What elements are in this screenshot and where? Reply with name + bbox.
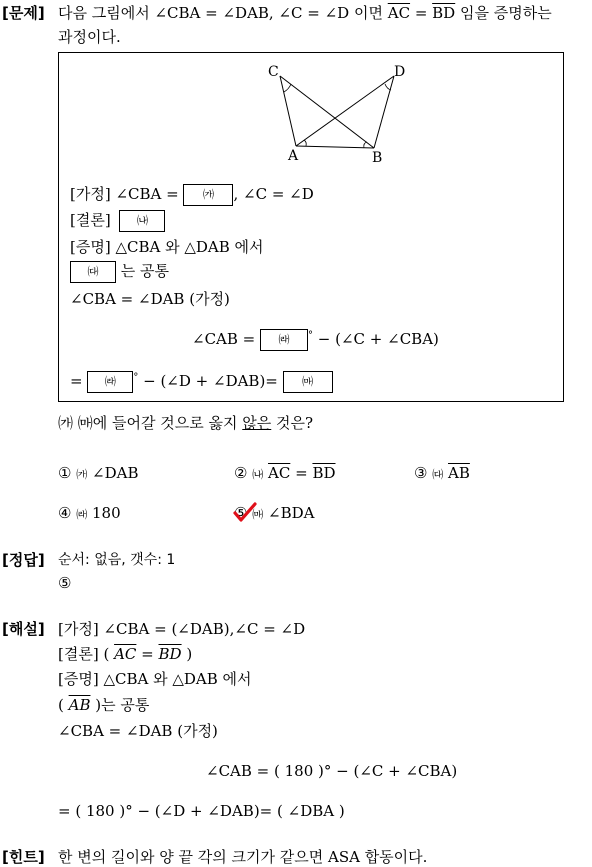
option-4[interactable] [58, 504, 121, 522]
angle-mark-a [304, 140, 306, 146]
answer-choice: ⑤ [58, 574, 72, 592]
option-mark: ㈏ [252, 468, 264, 481]
label-a: A [288, 148, 299, 164]
edge-ad [296, 76, 394, 146]
angle-equality-line: ∠CBA = ∠DAB (가정) [70, 290, 230, 308]
triangle-figure [260, 62, 420, 170]
label-c: C [268, 64, 279, 80]
option-text: ∠BDA [268, 504, 315, 522]
common-line [70, 260, 169, 283]
blank-box-da: ㈐ [70, 261, 116, 283]
question-line [58, 412, 313, 433]
label-d: D [394, 64, 406, 80]
option-1[interactable] [58, 464, 138, 482]
equality-chain [70, 371, 333, 393]
explanation-tag: [해설] [2, 620, 45, 638]
problem-text: 다음 그림에서 ∠CBA = ∠DAB, ∠C = ∠D 이면 [58, 4, 388, 22]
explanation-cab: ∠CAB = ( 180 )° − (∠C + ∠CBA) [206, 762, 458, 780]
equals-prefix: = [70, 372, 88, 390]
segment-ab: $\overline{AB}$ [68, 696, 91, 714]
explanation-assumption: [가정] ∠CBA = (∠DAB),∠C = ∠D [58, 620, 306, 638]
explanation-chain: = ( 180 )° − (∠D + ∠DAB)= ( ∠DBA ) [58, 802, 345, 820]
conclusion-line [70, 209, 165, 232]
question-emphasis: 않은 [242, 414, 272, 432]
option-number: ⑤ [234, 504, 248, 522]
equals-sign: = [410, 4, 433, 22]
assumption-text: [가정] ∠CBA = [70, 185, 184, 203]
option-equals: = [290, 464, 313, 482]
option-text: 180 [92, 504, 121, 522]
edge-db [374, 76, 394, 148]
cab-prefix: ∠CAB = [192, 330, 261, 348]
option-text: $\overline{AC}$ [268, 464, 291, 482]
answer-tag: [정답] [2, 551, 45, 569]
proof-line: [증명] △CBA 와 △DAB 에서 [70, 238, 264, 256]
segment-ac: $\overline{AC}$ [387, 4, 411, 22]
edge-ab [296, 146, 374, 148]
option-mark: ㈐ [432, 468, 444, 481]
option-2[interactable] [234, 464, 336, 482]
problem-text-end: 임을 증명하는 [455, 4, 552, 22]
common-text: 는 공통 [120, 262, 170, 280]
option-mark: ㈎ [76, 468, 88, 481]
equals-sign: = [136, 645, 159, 663]
explanation-angle: ∠CBA = ∠DAB (가정) [58, 722, 218, 740]
cab-equation [192, 329, 439, 351]
segment-bd: $\overline{BD}$ [158, 645, 182, 663]
option-number: ④ [58, 504, 72, 522]
cab-suffix: − (∠C + ∠CBA) [313, 330, 439, 348]
checkmark-icon [232, 502, 258, 524]
option-mark: ㈑ [76, 508, 88, 521]
option-text: $\overline{AB}$ [448, 464, 470, 482]
common-prefix: ( [58, 696, 69, 714]
blank-box-ga: ㈎ [183, 184, 233, 206]
problem-statement-line1 [58, 2, 552, 23]
option-number: ③ [414, 464, 428, 482]
common-suffix: )는 공통 [90, 696, 150, 714]
blank-box-ra-2: ㈑ [87, 371, 133, 393]
option-5[interactable] [234, 504, 314, 522]
degree-sign-2: ° [133, 372, 139, 383]
option-3[interactable] [414, 464, 470, 482]
hint-text: 한 변의 길이와 양 끝 각의 크기가 같으면 ASA 합동이다. [58, 848, 428, 866]
assumption-line [70, 183, 314, 206]
option-text: ∠DAB [92, 464, 139, 482]
conclusion-label: [결론] [70, 211, 111, 229]
label-b: B [372, 150, 383, 166]
problem-tag: [문제] [2, 4, 45, 22]
conclusion-suffix: ) [181, 645, 193, 663]
blank-box-ra-1: ㈑ [260, 329, 308, 351]
option-text-2: $\overline{BD}$ [312, 464, 336, 482]
segment-ac: $\overline{AC}$ [114, 645, 137, 663]
explanation-conclusion [58, 643, 192, 664]
problem-statement-line2: 과정이다. [58, 28, 121, 46]
explanation-proof: [증명] △CBA 와 △DAB 에서 [58, 670, 252, 688]
angle-mark-c [284, 84, 291, 92]
segment-bd: $\overline{BD}$ [432, 4, 456, 22]
option-mark: ㈒ [252, 508, 264, 521]
answer-info: 순서: 없음, 갯수: 1 [58, 552, 176, 568]
blank-box-na: ㈏ [119, 210, 165, 232]
conclusion-prefix: [결론] ( [58, 645, 115, 663]
assumption-suffix: , ∠C = ∠D [233, 185, 314, 203]
question-suffix: 것은? [271, 414, 314, 432]
explanation-common [58, 694, 149, 715]
question-prefix: ㈎ ㈒에 들어갈 것으로 옳지 [58, 414, 243, 432]
option-number: ① [58, 464, 72, 482]
equals-mid: − (∠D + ∠DAB)= [138, 372, 283, 390]
degree-sign: ° [308, 330, 314, 341]
option-number: ② [234, 464, 248, 482]
blank-box-ma: ㈒ [283, 371, 333, 393]
hint-tag: [힌트] [2, 848, 45, 866]
